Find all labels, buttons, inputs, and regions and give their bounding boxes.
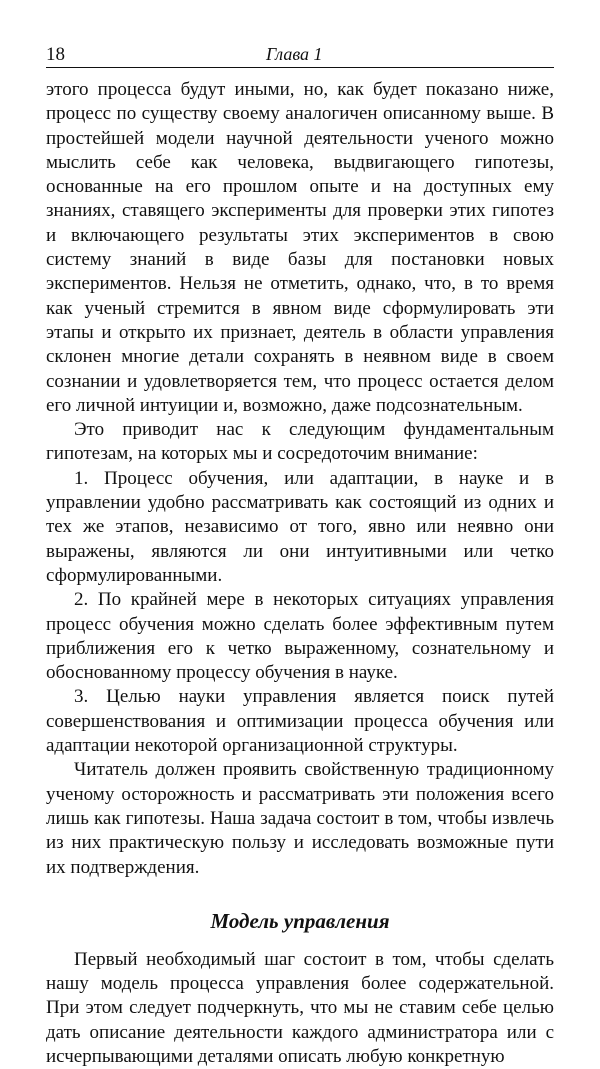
paragraph-hypotheses-intro: Это приводит нас к следующим фундаментальным гипотезам, на которых мы и сосредоточим внимание: <box>46 419 554 465</box>
paragraph-hypothesis-3: 3. Целью науки управления является поиск путей совершенствования и оптимизации процесса обучения или адаптации некоторой организационной структуры. <box>46 686 554 757</box>
paragraph-model-intro: Первый необходимый шаг состоит в том, чтобы сделать нашу модель процесса управления более содержательной. При этом следует подчеркнуть, что мы не ставим себе целью дать описание деятельности каждого администратора или с исчерпывающими деталями описать любую конкретную <box>46 948 554 1067</box>
running-head: Глава 1 <box>266 44 323 64</box>
section-title: Модель управления <box>210 908 390 933</box>
page-header <box>46 44 554 68</box>
paragraph-hypothesis-1: 1. Процесс обучения, или адаптации, в науке и в управлении удобно рассматривать как состоящий из одних и тех же этапов, независимо от того, явно или неявно они выражены, являются ли они интуитивными или четко сформулированными. <box>46 467 554 586</box>
paragraph-reader-caution: Читатель должен проявить свойственную традиционному ученому осторожность и рассматривать эти положения всего лишь как гипотезы. Наша задача состоит в том, чтобы извлечь из них практическую пользу и исследовать возможные пути их подтверждения. <box>46 759 554 878</box>
page-number: 18 <box>46 44 65 65</box>
page-body <box>46 78 554 1069</box>
paragraph-continuation: этого процесса будут иными, но, как будет показано ниже, процесс по существу своему аналогичен описанному выше. В простейшей модели научной деятельности ученого можно мыслить себе как человека, выдвигающего гипотезы, основанные на его прошлом опыте и на доступных ему знаниях, ставящего эксперименты для проверки этих гипотез и включающего результаты этих экспериментов в свою систему знаний в виде базы для постановки новых экспериментов. Нельзя не отметить, однако, что, в то время как ученый стремится в явном виде сформулировать эти этапы и открыто их признает, деятель в области управления склонен многие детали сохранять в неявном виде в своем сознании и удовлетворяется тем, что процесс остается делом его личной интуиции и, возможно, даже подсознательным. <box>46 79 554 416</box>
paragraph-hypothesis-2: 2. По крайней мере в некоторых ситуациях управления процесс обучения можно сделать более эффективным путем приближения его к четко выраженному, сознательному и обоснованному процессу обучения в науке. <box>46 589 554 684</box>
header-rule <box>46 67 554 68</box>
